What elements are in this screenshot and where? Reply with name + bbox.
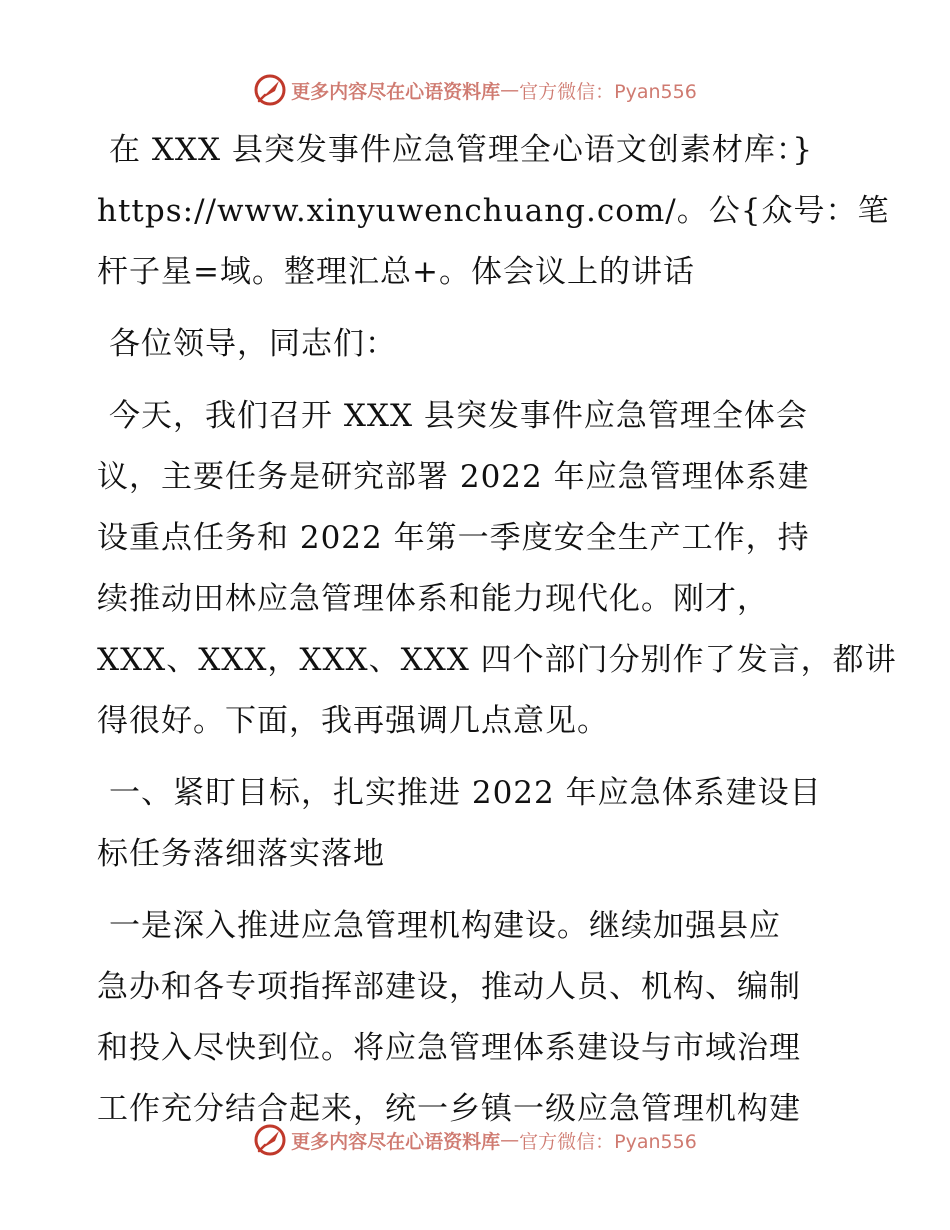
banner-separator: — <box>500 1129 520 1151</box>
header-banner <box>0 70 950 110</box>
paragraph-line: 得很好。下面，我再强调几点意见。 <box>97 703 609 739</box>
heading-line: 标任务落细落实落地 <box>97 836 385 872</box>
banner-brand-text: 更多内容尽在心语资料库 <box>291 80 501 103</box>
title-line: https://www.xinyuwenchuang.com/。公{众号：笔 <box>97 193 890 229</box>
paragraph-line: 续推动田林应急管理体系和能力现代化。刚才， <box>97 581 769 617</box>
paragraph-line: 今天，我们召开 XXX 县突发事件应急管理全体会 <box>109 398 808 434</box>
paragraph-line: 设重点任务和 2022 年第一季度安全生产工作，持 <box>97 520 810 556</box>
paragraph-line: 急办和各专项指挥部建设，推动人员、机构、编制 <box>97 969 801 1005</box>
document-title <box>97 120 890 303</box>
paragraph-line: 议，主要任务是研究部署 2022 年应急管理体系建 <box>97 459 810 495</box>
document-body <box>97 120 897 1151</box>
point-1-paragraph <box>97 896 857 1140</box>
paragraph-line: 工作充分结合起来，统一乡镇一级应急管理机构建 <box>97 1091 801 1127</box>
quill-pen-logo-icon <box>253 1123 287 1157</box>
salutation <box>97 314 857 375</box>
intro-paragraph <box>97 386 897 752</box>
heading-line: 一、紧盯目标，扎实推进 2022 年应急体系建设目 <box>109 775 822 811</box>
salutation-text: 各位领导，同志们： <box>109 326 397 362</box>
banner-contact-text: 官方微信：Pyan556 <box>519 1130 697 1153</box>
quill-pen-logo-icon <box>253 73 287 107</box>
title-line: 在 XXX 县突发事件应急管理全心语文创素材库：} <box>109 132 814 168</box>
title-line: 杆子星=域。整理汇总+。体会议上的讲话 <box>97 254 695 290</box>
banner-separator: — <box>500 79 520 101</box>
paragraph-line: 和投入尽快到位。将应急管理体系建设与市域治理 <box>97 1030 801 1066</box>
paragraph-line: XXX、XXX，XXX、XXX 四个部门分别作了发言，都讲 <box>97 642 897 678</box>
section-heading-1 <box>97 763 857 885</box>
paragraph-line: 一是深入推进应急管理机构建设。继续加强县应 <box>109 908 781 944</box>
banner-contact-text: 官方微信：Pyan556 <box>519 80 697 103</box>
banner-brand-text: 更多内容尽在心语资料库 <box>291 1130 501 1153</box>
footer-banner <box>0 1120 950 1160</box>
